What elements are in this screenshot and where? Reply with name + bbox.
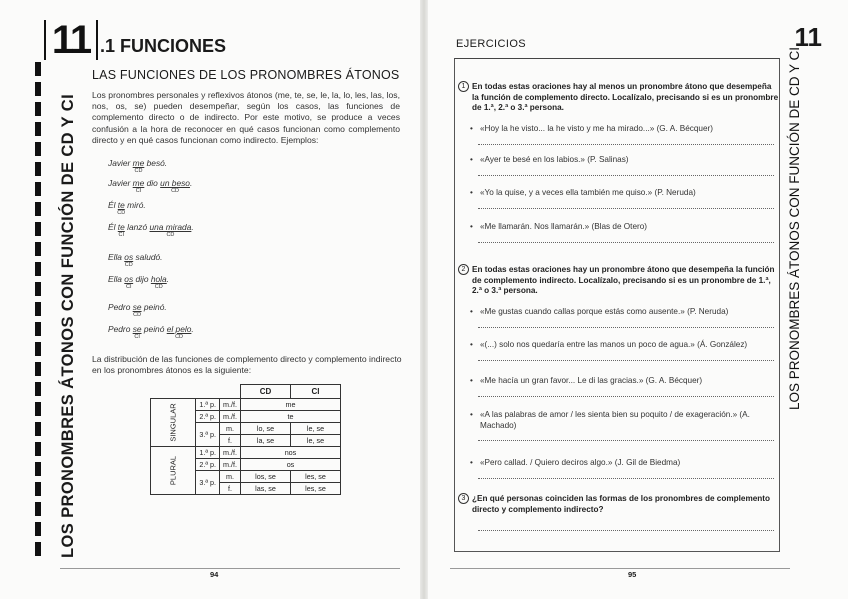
example-text: .	[189, 178, 193, 188]
exercise-item	[470, 410, 775, 431]
exercise-item	[470, 458, 775, 469]
example-text: Ella	[108, 274, 125, 284]
table-cell: 1.ª p.	[196, 447, 220, 459]
function-label: CD	[134, 168, 143, 174]
answer-line	[478, 360, 774, 361]
answer-line	[478, 175, 774, 176]
exercise-item-text: «Hoy la he visto... la he visto y me ha mirado...» (G. A. Bécquer)	[480, 124, 713, 133]
question-number: 3	[458, 493, 469, 504]
example-pronoun	[150, 274, 170, 290]
table-row	[151, 399, 341, 411]
table-cell: nos	[240, 447, 340, 459]
example-text: peinó	[141, 324, 167, 334]
left-vertical-band	[24, 62, 77, 562]
example-word: te	[117, 200, 125, 210]
answer-line	[478, 396, 774, 397]
table-cell: m./f.	[220, 411, 241, 423]
example-pronoun	[132, 324, 142, 340]
table-cell: m.	[220, 471, 241, 483]
function-label: CI	[125, 284, 132, 290]
exercise-item	[470, 155, 775, 166]
example-pronoun	[132, 158, 145, 174]
table-cell: 3.ª p.	[196, 423, 220, 447]
table-cell: 2.ª p.	[196, 411, 220, 423]
bullet-icon: •	[470, 124, 473, 133]
function-label: CI	[134, 334, 140, 340]
header-ci: CI	[290, 385, 340, 399]
bullet-icon: •	[470, 155, 473, 164]
table-row	[151, 447, 341, 459]
example-text: .	[166, 274, 170, 284]
example-sentence	[108, 252, 163, 268]
example-text: saludó.	[133, 252, 163, 262]
bullet-icon: •	[470, 458, 473, 467]
table-cell: me	[240, 399, 340, 411]
left-footer-rule	[60, 568, 400, 569]
distribution-paragraph: La distribución de las funciones de complemento directo y complemento indirecto en los pronombres átonos es la siguiente:	[92, 354, 402, 376]
bullet-icon: •	[470, 410, 473, 419]
table-cell: 1.ª p.	[196, 399, 220, 411]
example-word: se	[132, 302, 142, 312]
example-word: os	[124, 274, 134, 284]
example-text: Ella	[108, 252, 125, 262]
question-number: 2	[458, 264, 469, 275]
question-text: En todas estas oraciones hay un pronombre átono que desempeña la función de complemento indirecto. Localízalo, precisando si es un pronombre de 1.ª, 2.ª o 3.ª persona.	[472, 265, 775, 295]
example-pronoun	[132, 302, 142, 318]
exercise-item	[470, 376, 775, 387]
example-pronoun	[124, 274, 134, 290]
bullet-icon: •	[470, 222, 473, 231]
question-text: En todas estas oraciones hay al menos un pronombre átono que desempeña la función de complemento directo. Localízalo, precisando si es un pronombre de 1.ª, 2.ª o 3.ª persona.	[472, 82, 779, 112]
example-text: Él	[108, 200, 118, 210]
table-cell: m.	[220, 423, 241, 435]
example-word: un beso	[160, 178, 190, 188]
example-word: te	[117, 222, 125, 232]
table-cell: te	[240, 411, 340, 423]
table-cell: les, se	[290, 471, 340, 483]
function-label: CD	[154, 284, 163, 290]
example-sentence	[108, 158, 168, 174]
answer-line	[478, 242, 774, 243]
example-pronoun	[132, 178, 145, 194]
table-cell: m./f.	[220, 459, 241, 471]
example-sentence	[108, 222, 194, 238]
dashed-band-bar	[35, 62, 41, 562]
answer-line	[478, 327, 774, 328]
question-text: ¿En qué personas coinciden las formas de los pronombres de complemento directo y complemento indirecto?	[472, 494, 771, 514]
example-word: os	[124, 252, 134, 262]
question-1	[458, 82, 780, 114]
exercise-item	[470, 124, 775, 135]
example-pronoun	[117, 200, 126, 216]
table-cell: las, se	[240, 483, 290, 495]
function-label: CD	[171, 188, 180, 194]
answer-line	[478, 440, 774, 441]
example-text: besó.	[144, 158, 168, 168]
example-word: se	[132, 324, 142, 334]
example-text: miró.	[124, 200, 146, 210]
function-label: CI	[135, 188, 142, 194]
bullet-icon: •	[470, 307, 473, 316]
table-cell: la, se	[240, 435, 290, 447]
table-cell: 2.ª p.	[196, 459, 220, 471]
exercise-item	[470, 222, 775, 233]
header-cd: CD	[240, 385, 290, 399]
left-band-text: LOS PRONOMBRES ÁTONOS CON FUNCIÓN DE CD Y CI	[53, 62, 83, 562]
example-text: lanzó	[124, 222, 150, 232]
answer-line	[478, 530, 774, 531]
exercise-item-text: «A las palabras de amor / les sienta bien su poquito / de exageración.» (A. Machado)	[480, 410, 750, 430]
subtitle: LAS FUNCIONES DE LOS PRONOMBRES ÁTONOS	[92, 68, 400, 82]
example-text: peinó.	[141, 302, 167, 312]
table-cell: 3.ª p.	[196, 471, 220, 495]
example-pronoun	[117, 222, 125, 238]
answer-line	[478, 144, 774, 145]
function-label: CD	[117, 210, 126, 216]
example-sentence	[108, 200, 146, 216]
exercise-item-text: «Yo la quise, y a veces ella también me quiso.» (P. Neruda)	[480, 188, 696, 197]
table-cell: m./f.	[220, 447, 241, 459]
table-cell: los, se	[240, 471, 290, 483]
chapter-big-number: 11	[44, 20, 98, 60]
example-text: .	[191, 222, 194, 232]
function-label: CI	[118, 232, 125, 238]
example-pronoun	[160, 178, 193, 194]
example-text: .	[191, 324, 194, 334]
example-text: Pedro	[108, 324, 133, 334]
example-text: dijo	[133, 274, 151, 284]
answer-line	[478, 208, 774, 209]
example-word: hola	[150, 274, 167, 284]
exercise-item	[470, 340, 775, 351]
table-cell: os	[240, 459, 340, 471]
example-text: dio	[144, 178, 161, 188]
exercise-item	[470, 188, 775, 199]
exercise-item-text: «Me llamarán. Nos llamarán.» (Blas de Otero)	[480, 222, 648, 231]
bullet-icon: •	[470, 188, 473, 197]
book-gutter	[420, 0, 428, 599]
example-sentence	[108, 178, 193, 194]
table-cell: les, se	[290, 483, 340, 495]
function-label: CD	[124, 262, 133, 268]
exercise-item-text: «(...) solo nos quedaría entre las manos un poco de agua.» (Á. González)	[480, 340, 748, 349]
chapter-number: 11	[794, 22, 822, 52]
example-pronoun	[166, 324, 192, 340]
table-cell: m./f.	[220, 399, 241, 411]
intro-paragraph: Los pronombres personales y reflexivos átonos (me, te, se, le, la, lo, les, las, los, nos, os, se) pueden desempeñar, según los casos, las funciones de complemento directo o de indirecto. Por este motivo, se produce a veces confusión a la hora de reconocer en qué casos funcionan como complemento directo y en qué casos funcionan como indirecto. Ejemplos:	[92, 90, 400, 145]
example-text: Javier	[108, 178, 133, 188]
table-cell: lo, se	[240, 423, 290, 435]
pronoun-table	[150, 384, 341, 495]
example-pronoun	[124, 252, 134, 268]
bullet-icon: •	[470, 340, 473, 349]
function-label: CD	[166, 232, 175, 238]
answer-line	[478, 478, 774, 479]
question-2	[458, 265, 780, 297]
function-label: CD	[133, 312, 142, 318]
plural-label: PLURAL	[168, 455, 178, 486]
exercise-item-text: «Pero callad. / Quiero deciros algo.» (J. Gil de Biedma)	[480, 458, 681, 467]
right-folio: 95	[628, 570, 637, 579]
question-number: 1	[458, 81, 469, 92]
table-cell: f.	[220, 435, 241, 447]
table-cell: f.	[220, 483, 241, 495]
exercise-item-text: «Me gustas cuando callas porque estás como ausente.» (P. Neruda)	[480, 307, 729, 316]
table-cell: le, se	[290, 435, 340, 447]
example-word: me	[132, 178, 145, 188]
example-text: Él	[108, 222, 118, 232]
bullet-icon: •	[470, 376, 473, 385]
example-text: Pedro	[108, 302, 133, 312]
example-word: me	[132, 158, 145, 168]
right-footer-rule	[450, 568, 790, 569]
example-sentence	[108, 324, 194, 340]
exercise-item-text: «Ayer te besé en los labios.» (P. Salinas)	[480, 155, 629, 164]
exercise-item-text: «Me hacía un gran favor... Le di las gracias.» (G. A. Bécquer)	[480, 376, 703, 385]
exercises-title: EJERCICIOS	[456, 38, 527, 50]
left-folio: 94	[210, 570, 219, 579]
table-cell: le, se	[290, 423, 340, 435]
example-sentence	[108, 302, 167, 318]
example-word: una mirada	[149, 222, 192, 232]
question-3	[458, 494, 780, 515]
section-title: .1 FUNCIONES	[100, 36, 227, 56]
example-sentence	[108, 274, 170, 290]
exercise-item	[470, 307, 775, 318]
example-word: el pelo	[166, 324, 192, 334]
singular-label: SINGULAR	[168, 403, 178, 442]
right-band-text: LOS PRONOMBRES ÁTONOS CON FUNCIÓN DE CD Y CI	[787, 46, 802, 410]
function-label: CD	[175, 334, 184, 340]
example-pronoun	[149, 222, 194, 238]
example-text: Javier	[108, 158, 133, 168]
